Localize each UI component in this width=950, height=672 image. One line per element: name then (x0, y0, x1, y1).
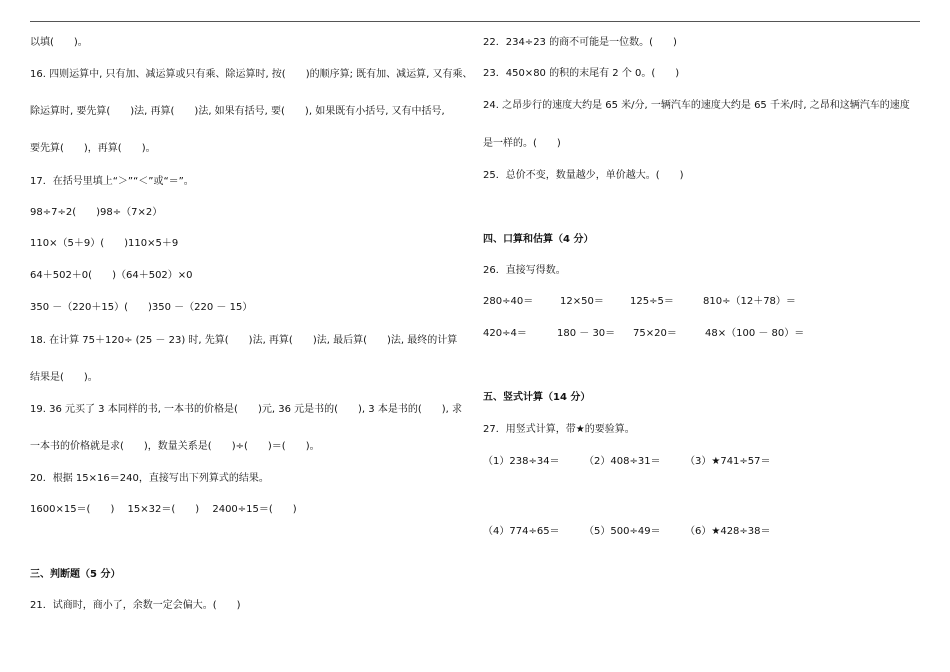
q16-line1: 16. 四则运算中, 只有加、减运算或只有乘、除运算时, 按( )的顺序算; 既有加、减运算, 又有乘、 (30, 69, 473, 80)
oral-item: 48×（100 － 80）＝ (705, 328, 805, 339)
section3-heading: 三、判断题（5 分） (30, 569, 121, 580)
q19-line2: 一本书的价格就是求( )，数量关系是( )÷( )＝( )。 (30, 441, 320, 452)
q24-line2: 是一样的。( ) (483, 138, 561, 149)
q25: 25．总价不变，数量越少，单价越大。( ) (483, 170, 684, 181)
q17-item3: 64＋502＋0( )（64＋502）×0 (30, 270, 193, 281)
q16-line3: 要先算( )，再算( )。 (30, 143, 156, 154)
q26-title: 26．直接写得数。 (483, 265, 566, 276)
oral-item: 125÷5＝ (630, 296, 674, 307)
section4-heading: 四、口算和估算（4 分） (483, 234, 594, 245)
q22: 22．234÷23 的商不可能是一位数。( ) (483, 37, 677, 48)
vertical-item: （3）★741÷57＝ (685, 456, 771, 467)
q24-line1: 24. 之昂步行的速度大约是 65 米/分, 一辆汽车的速度大约是 65 千米/时, 之昂和这辆汽车的速度 (483, 100, 910, 111)
q17-item2: 110×（5＋9）( )110×5＋9 (30, 238, 179, 249)
q20-title: 20．根据 15×16＝240，直接写出下列算式的结果。 (30, 473, 269, 484)
q21: 21．试商时，商小了，余数一定会偏大。( ) (30, 600, 241, 611)
vertical-item: （6）★428÷38＝ (685, 526, 771, 537)
top-rule (30, 21, 920, 22)
vertical-item: （5）500÷49＝ (584, 526, 661, 537)
q18-line1: 18. 在计算 75＋120÷ (25 － 23) 时, 先算( )法, 再算( )法, 最后算( )法, 最终的计算 (30, 335, 458, 346)
oral-item: 75×20＝ (633, 328, 677, 339)
vertical-item: （4）774÷65＝ (483, 526, 560, 537)
q16-line2: 除运算时, 要先算( )法, 再算( )法, 如果有括号, 要( ), 如果既有小括号, 又有中括号, (30, 106, 445, 117)
q23: 23．450×80 的积的末尾有 2 个 0。( ) (483, 68, 680, 79)
q17-title: 17．在括号里填上“＞”“＜”或“＝”。 (30, 176, 194, 187)
section5-heading: 五、竖式计算（14 分） (483, 392, 591, 403)
oral-item: 12×50＝ (560, 296, 604, 307)
q17-item4: 350 －（220＋15）( )350 －（220 － 15） (30, 302, 253, 313)
vertical-item: （1）238÷34＝ (483, 456, 560, 467)
q19-line1: 19. 36 元买了 3 本同样的书, 一本书的价格是( )元, 36 元是书的( ), 3 本是书的( ), 求 (30, 404, 462, 415)
vertical-item: （2）408÷31＝ (584, 456, 661, 467)
oral-item: 810÷（12＋78）＝ (703, 296, 796, 307)
oral-item: 420÷4＝ (483, 328, 527, 339)
oral-item: 180 － 30＝ (557, 328, 616, 339)
q15-continuation: 以填( )。 (30, 37, 88, 48)
q18-line2: 结果是( )。 (30, 372, 98, 383)
q27-title: 27．用竖式计算，带★的要验算。 (483, 424, 635, 435)
q20-items: 1600×15＝( ) 15×32＝( ) 2400÷15＝( ) (30, 504, 297, 515)
oral-item: 280÷40＝ (483, 296, 534, 307)
q17-item1: 98÷7÷2( )98÷（7×2） (30, 207, 163, 218)
